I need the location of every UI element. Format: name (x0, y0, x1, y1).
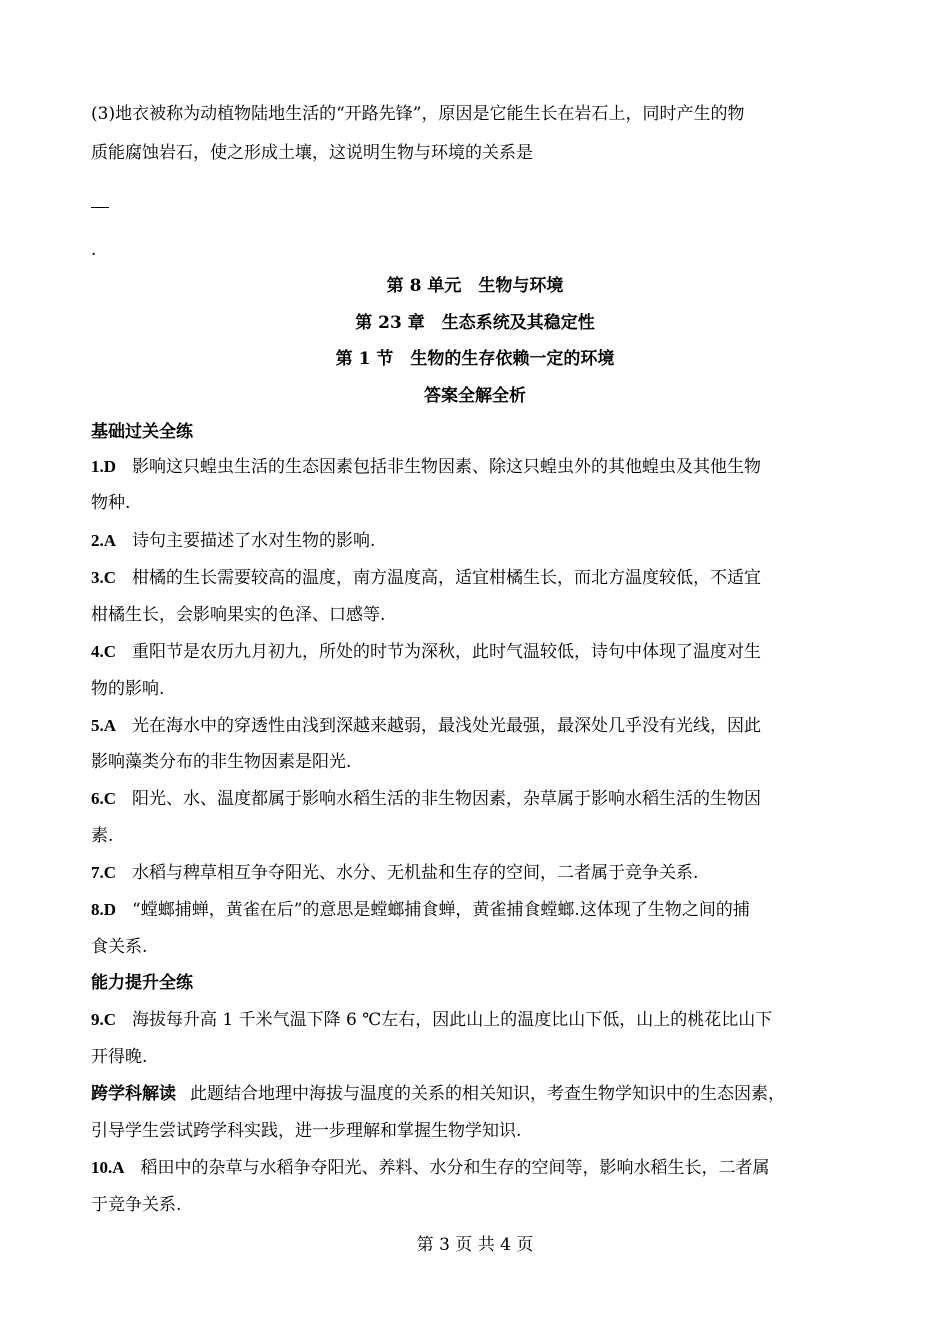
answer-item-2: 2.A 诗句主要描述了水对生物的影响. (91, 531, 376, 551)
cross-discipline-note: 跨学科解读 此题结合地理中海拔与温度的关系的相关知识，考查生物学知识中的生态因素， (91, 1084, 785, 1104)
chapter-title: 第 23 章 生态系统及其稳定性 (355, 313, 595, 333)
question-3-end-mark: . (91, 240, 97, 260)
answer-item-7: 7.C 水稻与稗草相互争夺阳光、水分、无机盐和生存的空间，二者属于竞争关系. (91, 863, 699, 883)
answer-title: 答案全解全析 (424, 386, 526, 406)
answer-item-1-continued: 物种. (91, 493, 131, 513)
answer-item-6: 6.C 阳光、水、温度都属于影响水稻生活的非生物因素，杂草属于影响水稻生活的生物因 (91, 789, 762, 809)
answer-item-10-continued: 于竞争关系. (91, 1195, 182, 1215)
answer-item-4-continued: 物的影响. (91, 679, 165, 699)
answer-item-9-continued: 开得晚. (91, 1047, 148, 1067)
answer-item-5-continued: 影响藻类分布的非生物因素是阳光. (91, 752, 352, 772)
answer-item-1: 1.D 影响这只蝗虫生活的生态因素包括非生物因素、除这只蝗虫外的其他蝗虫及其他生物 (91, 457, 762, 477)
answer-item-4: 4.C 重阳节是农历九月初九，所处的时节为深秋，此时气温较低，诗句中体现了温度对生 (91, 642, 762, 662)
answer-item-5: 5.A 光在海水中的穿透性由浅到深越来越弱，最浅处光最强，最深处几乎没有光线，因此 (91, 716, 762, 736)
answer-item-9: 9.C 海拔每升高 1 千米气温下降 6 ℃左右，因此山上的温度比山下低，山上的桃花比山下 (91, 1010, 773, 1030)
answer-item-10: 10.A 稻田中的杂草与水稻争夺阳光、养料、水分和生存的空间等，影响水稻生长，二者属 (91, 1158, 770, 1178)
answer-item-8-continued: 食关系. (91, 937, 148, 957)
unit-title: 第 8 单元 生物与环境 (386, 276, 564, 296)
basic-section-heading: 基础过关全练 (91, 422, 193, 442)
page-number-footer: 第 3 页 共 4 页 (416, 1235, 534, 1255)
answer-item-3-continued: 柑橘生长，会影响果实的色泽、口感等. (91, 605, 386, 625)
cross-discipline-note-continued: 引导学生尝试跨学科实践，进一步理解和掌握生物学知识. (91, 1121, 522, 1141)
question-3-line-1: (3)地衣被称为动植物陆地生活的“开路先锋”，原因是它能生长在岩石上，同时产生的物 (91, 104, 745, 124)
answer-item-8: 8.D “螳螂捕蝉，黄雀在后”的意思是螳螂捕食蝉，黄雀捕食螳螂.这体现了生物之间的捕 (91, 900, 750, 920)
answer-item-3: 3.C 柑橘的生长需要较高的温度，南方温度高，适宜柑橘生长，而北方温度较低，不适宜 (91, 568, 762, 588)
ability-section-heading: 能力提升全练 (91, 973, 193, 993)
answer-blank-line (91, 207, 109, 208)
question-3-line-2: 质能腐蚀岩石，使之形成土壤，这说明生物与环境的关系是 (91, 143, 533, 163)
answer-item-6-continued: 素. (91, 826, 114, 846)
section-title: 第 1 节 生物的生存依赖一定的环境 (335, 349, 615, 369)
